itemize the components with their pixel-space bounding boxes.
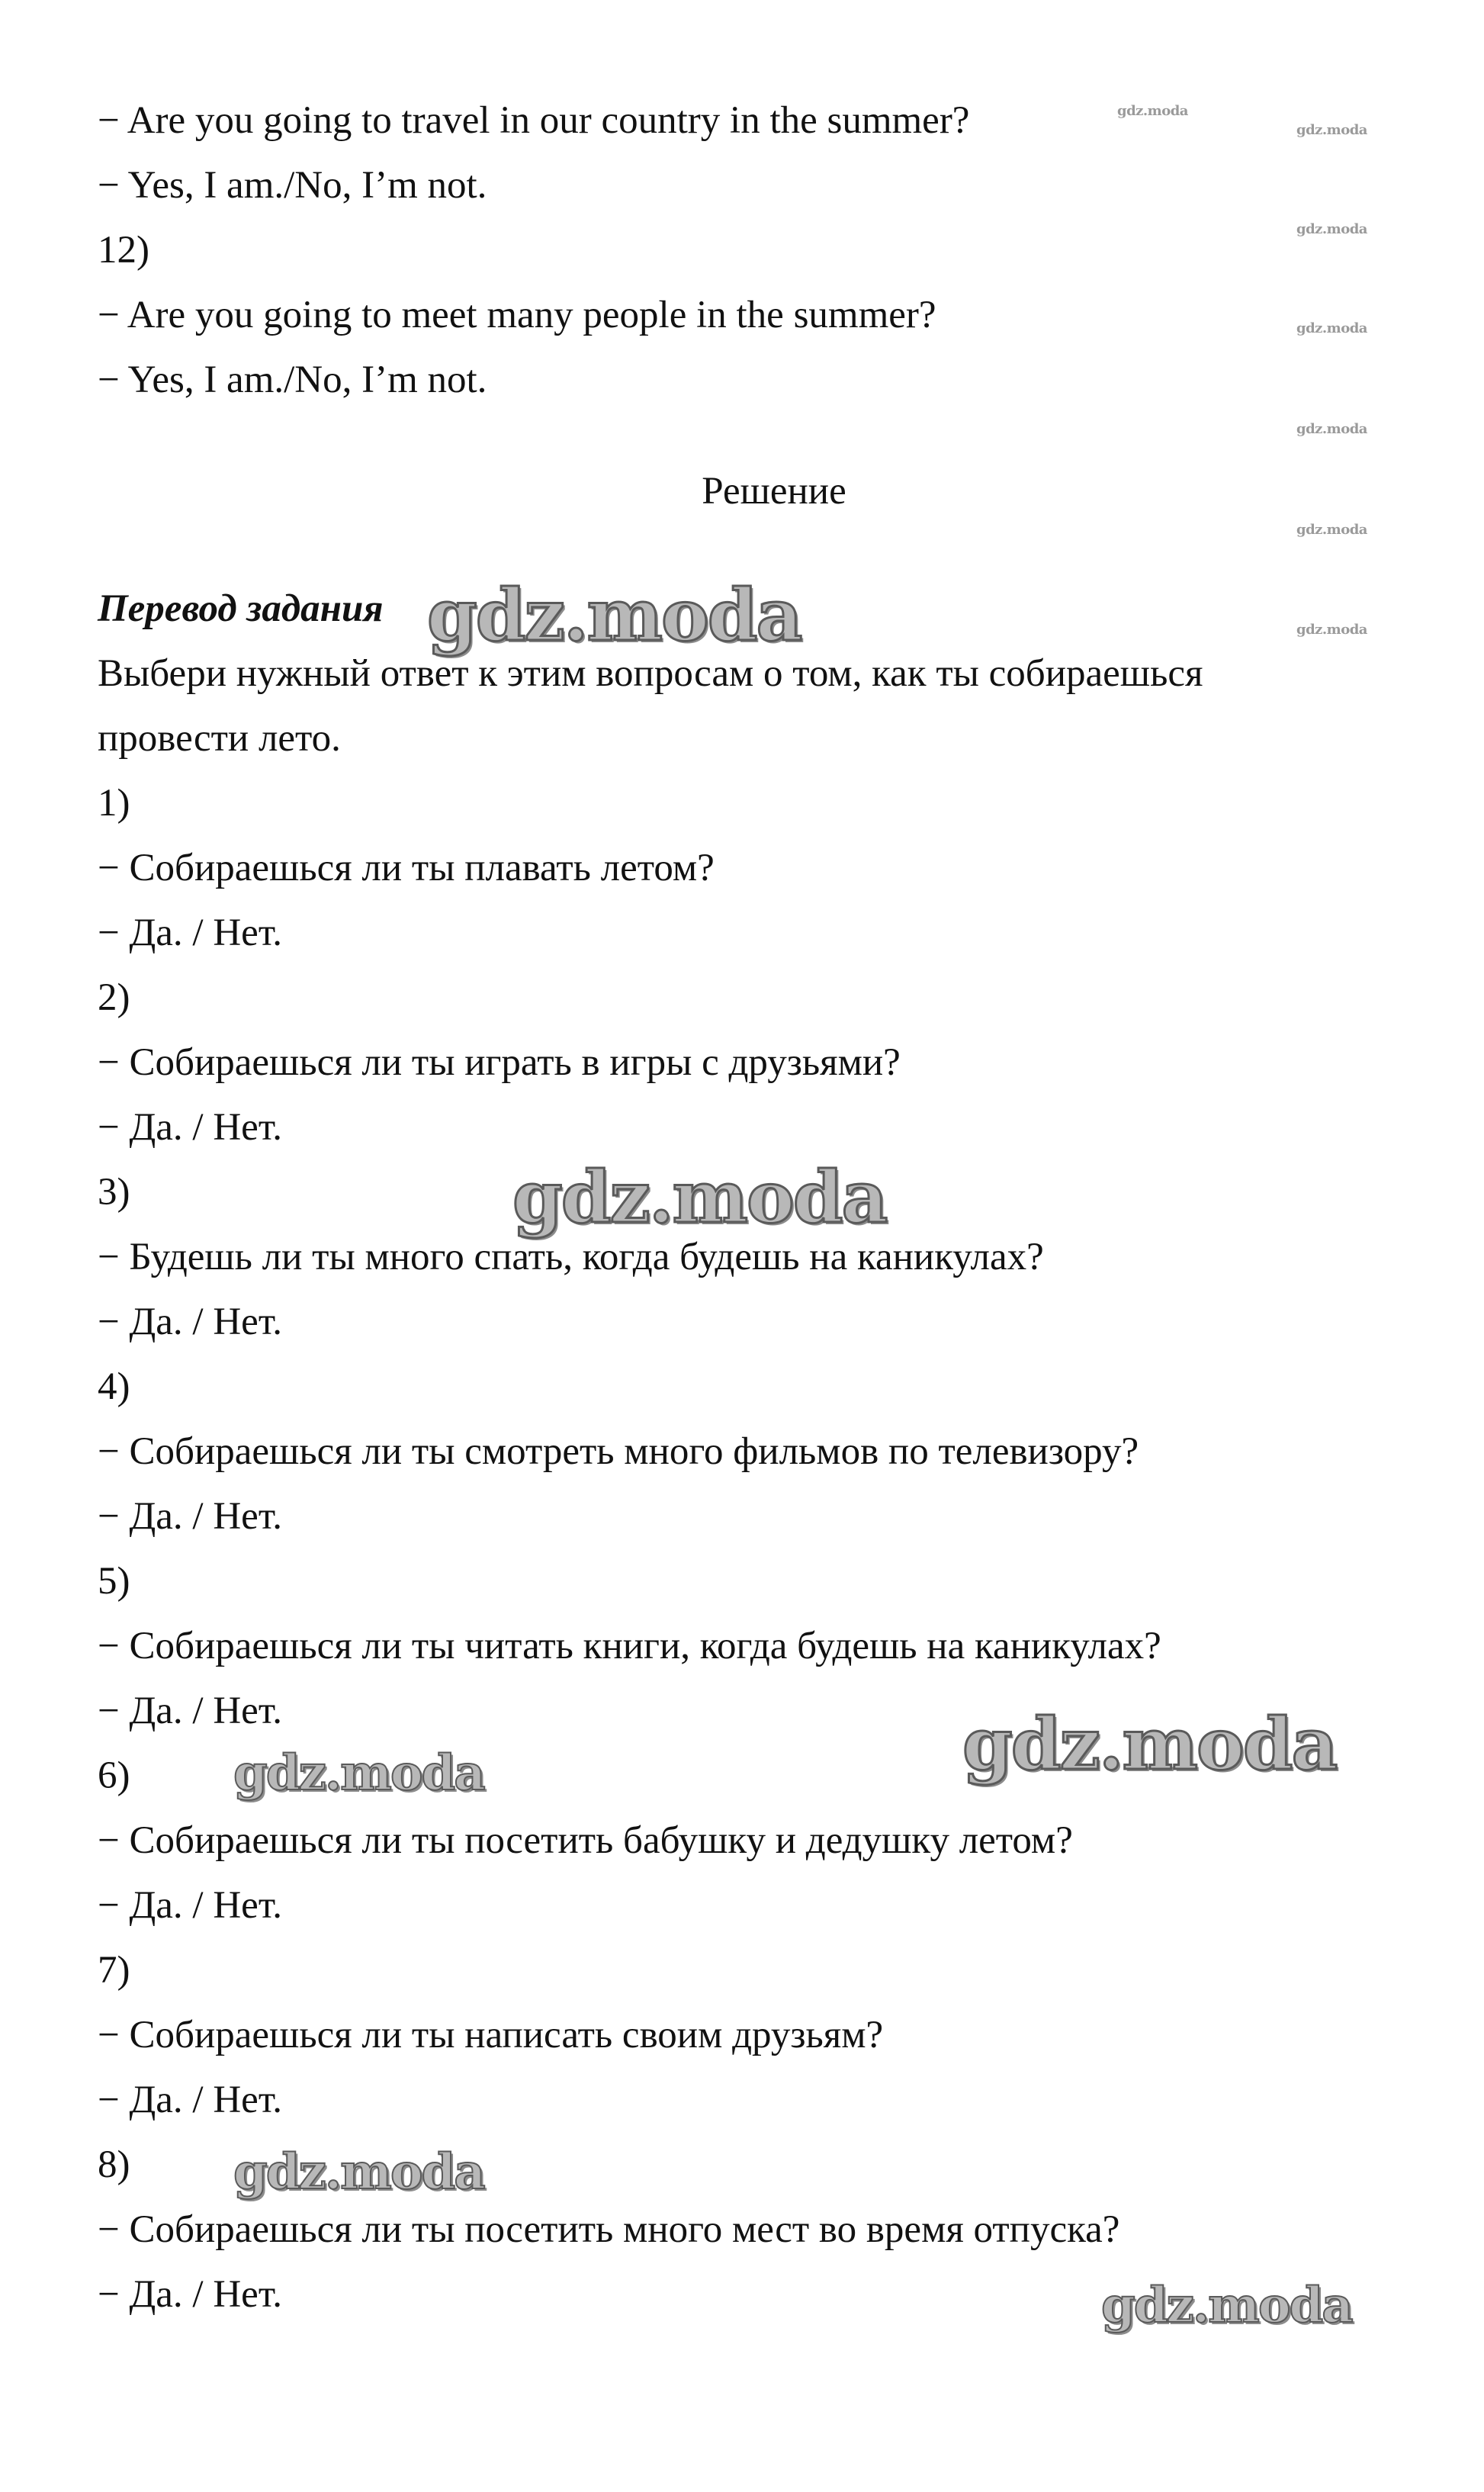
solution-heading: Решение (702, 470, 846, 513)
watermark-small: gdz.moda (1117, 103, 1188, 119)
question-line: − Собираешься ли ты посетить бабушку и дедушку летом? (98, 1819, 1073, 1862)
watermark-small: gdz.moda (1296, 221, 1367, 237)
watermark-small: gdz.moda (1296, 122, 1367, 138)
answer-line: − Да. / Нет. (98, 2273, 283, 2316)
answer-line: − Are you going to meet many people in the summer? (98, 294, 936, 336)
translation-heading: Перевод задания (98, 587, 384, 630)
answer-line: − Да. / Нет. (98, 1301, 283, 1343)
watermark-large: gdz.moda (962, 1703, 1337, 1786)
question-line: − Собираешься ли ты плавать летом? (98, 847, 715, 889)
question-line: − Будешь ли ты много спать, когда будешь на каникулах? (98, 1236, 1044, 1278)
watermark-large: gdz.moda (233, 2143, 484, 2201)
answer-line: − Да. / Нет. (98, 1106, 283, 1149)
item-number: 6) (98, 1754, 130, 1797)
answer-line: − Да. / Нет. (98, 1495, 283, 1538)
watermark-small: gdz.moda (1296, 320, 1367, 336)
question-line: − Собираешься ли ты играть в игры с друзьями? (98, 1041, 901, 1084)
answer-line: − Are you going to travel in our country in the summer? (98, 99, 970, 142)
item-number: 3) (98, 1171, 130, 1214)
question-line: − Собираешься ли ты написать своим друзьям? (98, 2014, 884, 2056)
item-number: 1) (98, 782, 130, 825)
question-line: − Собираешься ли ты посетить много мест во время отпуска? (98, 2208, 1120, 2251)
answer-line: − Да. / Нет. (98, 2079, 283, 2121)
question-line: − Собираешься ли ты смотреть много фильмов по телевизору? (98, 1430, 1139, 1473)
watermark-large: gdz.moda (1101, 2277, 1352, 2334)
answer-line: − Да. / Нет. (98, 912, 283, 954)
answer-line: − Yes, I am./No, I’m not. (98, 359, 487, 401)
item-number: 12) (98, 229, 149, 272)
answer-line: − Yes, I am./No, I’m not. (98, 164, 487, 207)
watermark-small: gdz.moda (1296, 522, 1367, 538)
question-line: − Собираешься ли ты читать книги, когда будешь на каникулах? (98, 1625, 1161, 1667)
answer-line: − Да. / Нет. (98, 1690, 283, 1732)
item-number: 7) (98, 1949, 130, 1992)
item-number: 2) (98, 976, 130, 1019)
watermark-small: gdz.moda (1296, 421, 1367, 437)
item-number: 5) (98, 1560, 130, 1603)
item-number: 8) (98, 2143, 130, 2186)
watermark-large: gdz.moda (512, 1156, 887, 1240)
watermark-small: gdz.moda (1296, 622, 1367, 638)
watermark-large: gdz.moda (233, 1744, 484, 1802)
item-number: 4) (98, 1365, 130, 1408)
answer-line: − Да. / Нет. (98, 1884, 283, 1927)
task-text-line: провести лето. (98, 717, 341, 760)
task-text-line: Выбери нужный ответ к этим вопросам о том, как ты собираешься (98, 652, 1203, 695)
watermark-large: gdz.moda (427, 574, 801, 658)
